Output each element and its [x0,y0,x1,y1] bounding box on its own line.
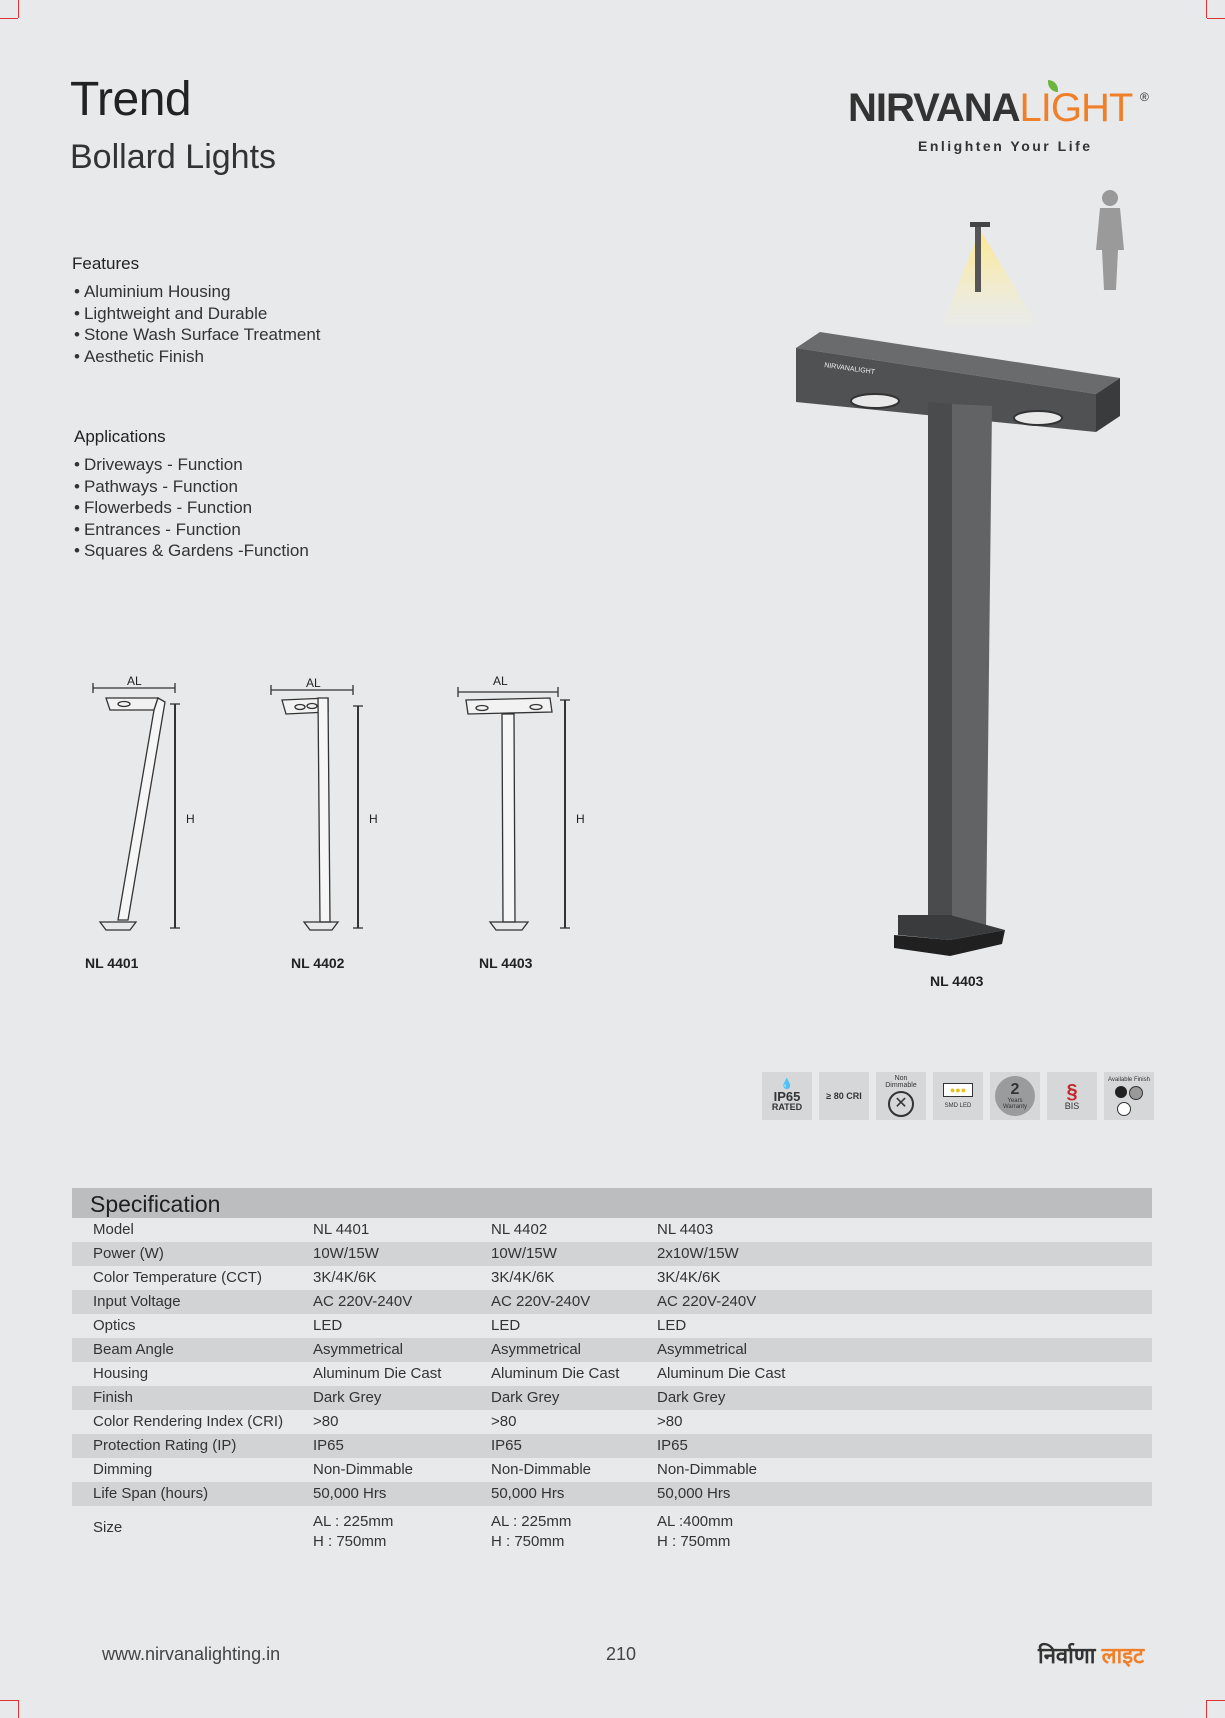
warranty-years: 2 [1010,1081,1020,1098]
cell: 50,000 Hrs [313,1485,387,1502]
cell: AC 220V-240V [657,1293,757,1310]
cell: Color Temperature (CCT) [93,1269,262,1286]
footer-url: www.nirvanalighting.in [102,1644,281,1664]
size-al: AL :400mm [657,1513,734,1530]
bis-badge [1047,1072,1097,1120]
product-model-label: NL 4403 [930,973,984,989]
cell: AC 220V-240V [491,1293,591,1310]
cell: 10W/15W [313,1245,379,1262]
feature-badges [762,1072,1154,1120]
brand-name [848,86,1132,131]
list-item: • Lightweight and Durable [74,303,321,325]
cell: Asymmetrical [313,1341,404,1358]
table-row [72,1218,1152,1242]
size-al: AL : 225mm [313,1513,394,1530]
table-row [72,1362,1152,1386]
hindi-logo-b: लाइट [1101,1643,1145,1668]
dimension-al-label: AL [493,674,508,688]
drawing-model-label: NL 4403 [479,955,533,971]
smd-led-badge [933,1072,983,1120]
dimension-h-label: H [186,812,195,826]
table-row [72,1506,1152,1560]
table-row [72,1314,1152,1338]
warranty-badge [990,1072,1040,1120]
technical-drawings [80,660,620,940]
cell: Non-Dimmable [657,1461,758,1478]
cell: Finish [93,1389,134,1406]
cell: Protection Rating (IP) [93,1437,237,1454]
dimension-h-label: H [369,812,378,826]
features-list [74,281,321,367]
list-item: • Aesthetic Finish [74,346,321,368]
size-al: AL : 225mm [491,1513,572,1530]
crop-mark [0,1700,18,1701]
applications-heading: Applications [74,427,166,446]
finish-label: Available Finish [1108,1076,1150,1083]
list-item: • Pathways - Function [74,476,309,498]
finish-badge [1104,1072,1154,1120]
cell: LED [313,1317,343,1334]
list-item: • Aluminium Housing [74,281,321,303]
list-item: • Driveways - Function [74,454,309,476]
list-item: • Flowerbeds - Function [74,497,309,519]
applications-list [74,454,309,562]
cell: >80 [491,1413,517,1430]
water-drop-icon: 💧 [780,1079,794,1090]
spec-table [72,1188,1152,1560]
table-row [72,1458,1152,1482]
size-h: H : 750mm [313,1533,387,1550]
cell [491,1512,657,1560]
cri-badge [819,1072,869,1120]
cell: Dark Grey [657,1389,726,1406]
cell: IP65 [313,1437,344,1454]
cell: Size [93,1519,123,1536]
ip65-badge [762,1072,812,1120]
cell [657,1512,857,1560]
cell: Asymmetrical [491,1341,582,1358]
led-label: SMD LED [944,1103,972,1109]
cell: Color Rendering Index (CRI) [93,1413,284,1430]
drawing-model-label: NL 4401 [85,955,139,971]
cell: AC 220V-240V [313,1293,413,1310]
ip-label: IP65 [773,1089,801,1104]
cell: NL 4402 [491,1221,548,1238]
crop-mark [18,1700,19,1718]
brand-name-b: LIGHT [1019,86,1133,130]
ip-sub-label: RATED [771,1102,803,1112]
cell: Beam Angle [93,1341,174,1358]
page-subtitle: Bollard Lights [70,138,277,176]
cell: Housing [93,1365,149,1382]
dimension-al-label: AL [306,676,321,690]
table-row [72,1242,1152,1266]
cell: Asymmetrical [657,1341,748,1358]
crop-mark [1206,0,1207,18]
crop-mark [0,18,18,19]
crop-mark [1207,18,1225,19]
table-row [72,1482,1152,1506]
cell: LED [657,1317,687,1334]
cell: IP65 [657,1437,688,1454]
cell: 10W/15W [491,1245,557,1262]
cell: NL 4401 [313,1221,370,1238]
table-row [72,1386,1152,1410]
footer-hindi-logo [1038,1640,1144,1670]
page-title: Trend [70,73,192,126]
cell: 3K/4K/6K [657,1269,721,1286]
no-dimmer-icon: ✕ [888,1091,914,1117]
crop-mark [1206,1700,1207,1718]
cell: LED [491,1317,521,1334]
list-item: • Entrances - Function [74,519,309,541]
cell: 2x10W/15W [657,1245,739,1262]
cell: >80 [657,1413,683,1430]
cell: Aluminum Die Cast [313,1365,442,1382]
bis-mark-icon: § [1066,1080,1078,1103]
warranty-label-b: Warranty [1002,1104,1028,1110]
page-number: 210 [606,1644,637,1664]
cell [313,1512,491,1560]
dim-label-b: Dimmable [885,1082,917,1089]
brand-logo [848,86,1158,162]
cell: Non-Dimmable [491,1461,592,1478]
brand-tagline: Enlighten Your Life [918,138,1093,154]
list-item: • Stone Wash Surface Treatment [74,324,321,346]
warranty-label-a: Years [1007,1098,1023,1104]
cell: Aluminum Die Cast [491,1365,620,1382]
registered-mark: ® [1140,90,1149,104]
table-row [72,1266,1152,1290]
bis-label: BIS [1064,1100,1080,1111]
cell: Dark Grey [313,1389,382,1406]
finish-swatches-icon [1115,1086,1143,1100]
cell: Input Voltage [93,1293,181,1310]
cell: Life Span (hours) [93,1485,209,1502]
table-row [72,1290,1152,1314]
cell: Aluminum Die Cast [657,1365,786,1382]
product-render [780,180,1130,960]
features-heading: Features [72,254,140,273]
dimension-al-label: AL [127,674,142,688]
cell: 50,000 Hrs [491,1485,565,1502]
cell: Power (W) [93,1245,164,1262]
table-row [72,1410,1152,1434]
cell: NL 4403 [657,1221,714,1238]
size-h: H : 750mm [491,1533,565,1550]
size-h: H : 750mm [657,1533,731,1550]
brand-name-a: NIRVANA [848,86,1020,130]
cell: Model [93,1221,134,1238]
led-chip-icon: ●●● [943,1083,973,1097]
cell: Dimming [93,1461,153,1478]
cell: Non-Dimmable [313,1461,414,1478]
non-dimmable-badge [876,1072,926,1120]
drawing-model-label: NL 4402 [291,955,345,971]
cell: >80 [313,1413,339,1430]
list-item: • Squares & Gardens -Function [74,540,309,562]
cell: IP65 [491,1437,522,1454]
cell: 50,000 Hrs [657,1485,731,1502]
cell: 3K/4K/6K [313,1269,377,1286]
cri-label: ≥ 80 CRI [826,1090,862,1101]
spec-heading: Specification [72,1188,1152,1218]
crop-mark [18,0,19,18]
scale-figure-icon [940,190,1124,330]
hindi-logo-a: निर्वाणा [1038,1643,1096,1668]
table-row [72,1434,1152,1458]
crop-mark [1207,1700,1225,1701]
table-row [72,1338,1152,1362]
cell: Optics [93,1317,136,1334]
dimension-h-label: H [576,812,585,826]
lamp-brand: NIRVANALIGHT [823,362,876,377]
dim-label-a: Non [894,1075,908,1082]
cell: Dark Grey [491,1389,560,1406]
cell: 3K/4K/6K [491,1269,555,1286]
warranty-seal-icon [995,1076,1035,1116]
